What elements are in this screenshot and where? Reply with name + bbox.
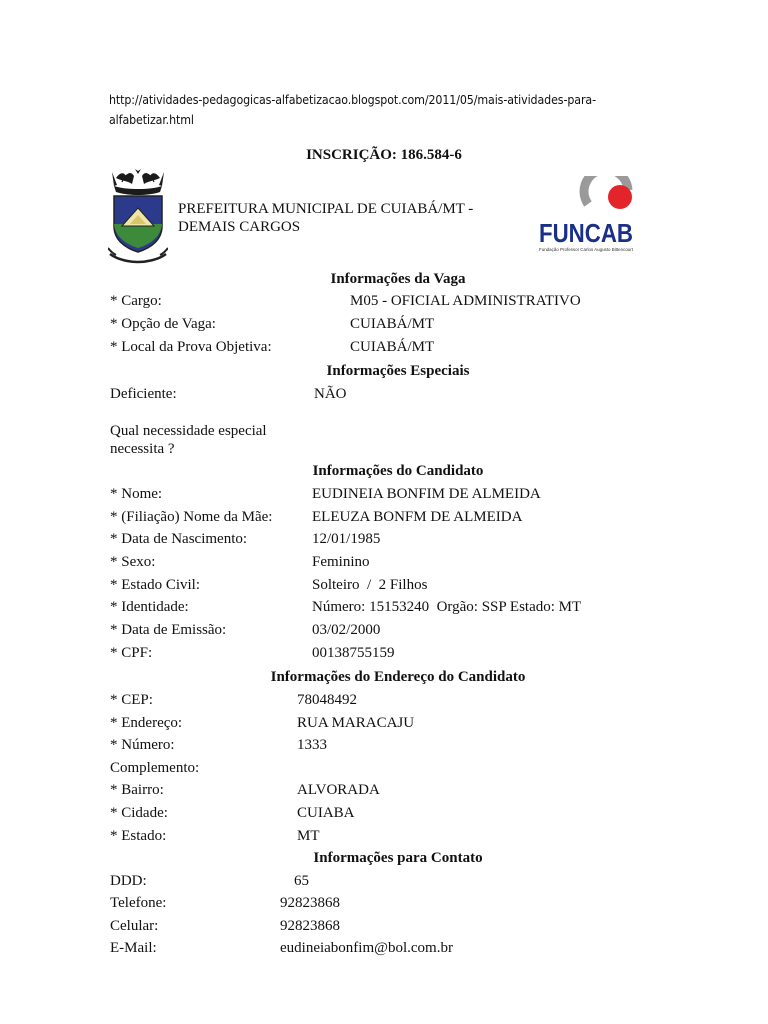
field-value: CUIABA — [297, 805, 355, 821]
field-value: 1333 — [297, 737, 327, 753]
field-value: M05 - OFICIAL ADMINISTRATIVO — [350, 293, 581, 309]
source-url[interactable]: http://atividades-pedagogicas-alfabetizacao.blogspot.com/2011/05/mais-atividades-para-alfabetizar.html — [109, 93, 596, 127]
field-label: * CPF: — [110, 645, 153, 661]
field-value: 65 — [294, 873, 309, 889]
field-label: * CEP: — [110, 692, 153, 708]
field-label: * Número: — [110, 737, 175, 753]
field-label: * Estado: — [110, 828, 167, 844]
field-label: Telefone: — [110, 895, 167, 911]
field-value: Número: 15153240 Orgão: SSP Estado: MT — [312, 599, 582, 615]
field-label: * Estado Civil: — [110, 577, 200, 593]
field-label: * Data de Nascimento: — [110, 531, 248, 547]
field-value: ELEUZA BONFM DE ALMEIDA — [312, 509, 523, 525]
municipal-crest-icon — [108, 168, 168, 264]
field-label: Celular: — [110, 918, 159, 934]
organization-line-1: PREFEITURA MUNICIPAL DE CUIABÁ/MT - — [178, 201, 474, 217]
field-value: 03/02/2000 — [312, 622, 381, 638]
field-label: * Data de Emissão: — [110, 622, 227, 638]
field-label: * (Filiação) Nome da Mãe: — [110, 509, 273, 525]
section-title-especiais: Informações Especiais — [326, 363, 470, 379]
field-value: Feminino — [312, 554, 370, 570]
field-value: CUIABÁ/MT — [350, 339, 435, 355]
field-value: NÃO — [314, 386, 347, 402]
field-value: CUIABÁ/MT — [350, 316, 435, 332]
field-label: * Bairro: — [110, 782, 164, 798]
funcab-logo — [536, 176, 636, 256]
email-link[interactable]: eudineiabonfim@bol.com.br — [280, 940, 453, 956]
field-label: * Nome: — [110, 486, 163, 502]
field-label: Complemento: — [110, 760, 200, 776]
logo-text: FUNCAB — [539, 220, 633, 248]
field-value: 00138755159 — [312, 645, 395, 661]
logo-dot-icon — [608, 185, 632, 209]
section-title-endereco: Informações do Endereço do Candidato — [270, 669, 526, 685]
field-label: Deficiente: — [110, 386, 177, 402]
field-label: * Identidade: — [110, 599, 189, 615]
inscricao-number: INSCRIÇÃO: 186.584-6 — [306, 147, 462, 163]
field-label: E-Mail: — [110, 940, 157, 956]
section-title-candidato: Informações do Candidato — [312, 463, 484, 479]
field-value: 12/01/1985 — [312, 531, 381, 547]
field-label: * Sexo: — [110, 554, 156, 570]
field-label: DDD: — [110, 873, 147, 889]
field-label: * Cidade: — [110, 805, 168, 821]
field-value: 78048492 — [297, 692, 357, 708]
section-title-contato: Informações para Contato — [313, 850, 483, 866]
field-value: ALVORADA — [297, 782, 380, 798]
logo-subtext: Fundação Professor Carlos Augusto Bittencourt — [539, 247, 634, 252]
field-value: Solteiro / 2 Filhos — [312, 577, 428, 593]
field-value: RUA MARACAJU — [297, 715, 415, 731]
field-value: 92823868 — [280, 895, 340, 911]
section-title-vaga: Informações da Vaga — [330, 271, 466, 287]
organization-name — [178, 200, 473, 236]
field-value: EUDINEIA BONFIM DE ALMEIDA — [312, 486, 541, 502]
field-value: MT — [297, 828, 320, 844]
field-value: 92823868 — [280, 918, 340, 934]
field-label: * Opção de Vaga: — [110, 316, 216, 332]
field-label: * Local da Prova Objetiva: — [110, 339, 272, 355]
organization-line-2: DEMAIS CARGOS — [178, 219, 301, 235]
field-label: * Cargo: — [110, 293, 162, 309]
field-label: * Endereço: — [110, 715, 183, 731]
special-needs-question: Qual necessidade especial necessita ? — [110, 423, 267, 457]
